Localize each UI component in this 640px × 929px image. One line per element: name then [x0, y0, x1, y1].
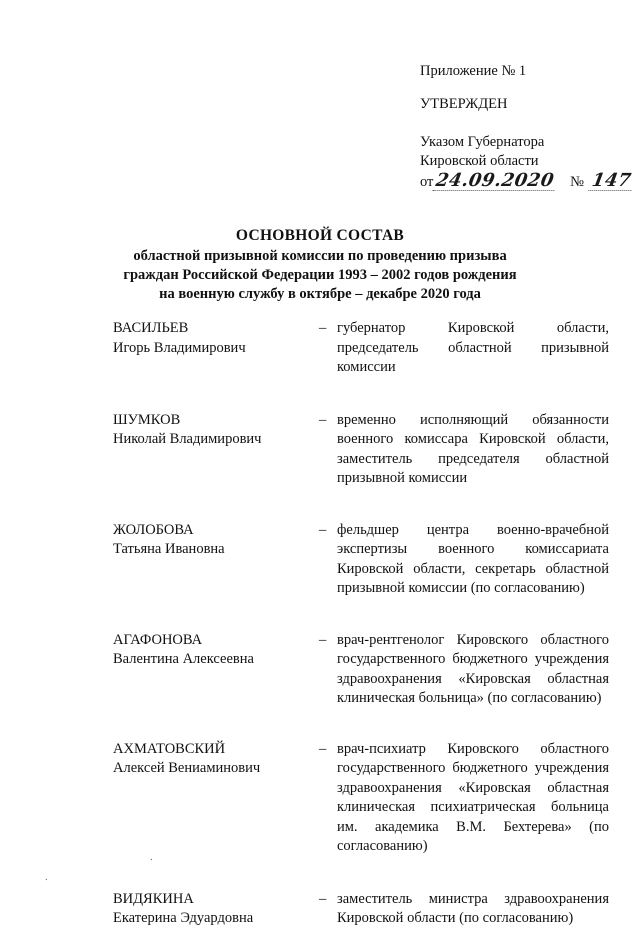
handwritten-number: 147: [590, 170, 634, 191]
member-given-names: Екатерина Эдуардовна: [113, 910, 254, 926]
member-surname: ШУМКОВ: [113, 411, 181, 428]
dash-separator: –: [319, 320, 327, 336]
member-entry: [113, 890, 613, 929]
title-line-2: граждан Российской Федерации 1993 – 2002 годов рождения: [123, 267, 517, 283]
member-given-names: Валентина Алексеевна: [113, 651, 254, 667]
decree-line-2: Кировской области: [420, 153, 539, 169]
number-label: №: [570, 174, 584, 190]
member-name: [113, 890, 319, 929]
member-name: [113, 411, 319, 489]
dash-separator: –: [319, 890, 327, 907]
scan-speck: ⸱: [45, 875, 48, 886]
approved-label: УТВЕРЖДЕН: [420, 96, 508, 112]
member-role: фельдшер центра военно-врачебной экспертизы военного комиссариата Кировской области, секретарь областной призывной комиссии (по согласованию): [337, 521, 609, 596]
member-entry: [113, 411, 613, 489]
member-surname: ЖОЛОБОВА: [113, 521, 194, 538]
document-title: [60, 225, 580, 304]
member-surname: ВИДЯКИНА: [113, 890, 194, 907]
member-surname: ВАСИЛЬЕВ: [113, 320, 189, 336]
decree-date-row: [420, 170, 634, 192]
member-given-names: Николай Владимирович: [113, 431, 262, 447]
member-entry: [113, 319, 613, 378]
member-given-names: Алексей Вениаминович: [113, 760, 261, 776]
from-label: от: [420, 174, 434, 190]
member-role: заместитель министра здравоохранения Кировской области (по согласованию): [337, 890, 609, 926]
member-role: врач-рентгенолог Кировского областного государственного бюджетного учреждения здравоохранения «Кировская областная клиническая больница» (по согласованию): [337, 631, 609, 706]
dash-separator: –: [319, 740, 327, 757]
member-name: [113, 319, 319, 378]
dash-separator: –: [319, 521, 327, 538]
member-entry: [113, 631, 613, 709]
member-role: временно исполняющий обязанности военного комиссара Кировской области, заместитель председателя областной призывной комиссии: [337, 411, 609, 486]
dash-separator: –: [319, 411, 327, 428]
title-line-3: на военную службу в октябре – декабре 2020 года: [159, 286, 481, 302]
title-line-1: областной призывной комиссии по проведению призыва: [133, 248, 507, 264]
member-role: губернатор Кировской области, председатель областной призывной комиссии: [337, 320, 609, 375]
member-name: [113, 740, 319, 857]
dash-separator: –: [319, 631, 327, 648]
members-list: [113, 319, 613, 929]
member-entry: [113, 521, 613, 599]
member-given-names: Игорь Владимирович: [113, 339, 246, 356]
handwritten-date: 24.09.2020: [434, 170, 557, 191]
appendix-label: Приложение № 1: [420, 63, 527, 79]
member-surname: АХМАТОВСКИЙ: [113, 740, 226, 757]
member-entry: [113, 740, 613, 857]
decree-line-1: Указом Губернатора: [420, 134, 545, 150]
member-role: врач-психиатр Кировского областного государственного бюджетного учреждения здравоохранения «Кировская областная клиническая психиатрическая больница им. академика В.М. Бехтерева» (по согласованию): [337, 740, 609, 854]
member-given-names: Татьяна Ивановна: [113, 541, 225, 557]
member-name: [113, 521, 319, 599]
title-main: ОСНОВНОЙ СОСТАВ: [235, 227, 405, 244]
approval-stamp-block: [420, 62, 634, 192]
member-name: [113, 631, 319, 709]
scan-speck: ⸱: [150, 855, 153, 866]
member-surname: АГАФОНОВА: [113, 631, 203, 648]
